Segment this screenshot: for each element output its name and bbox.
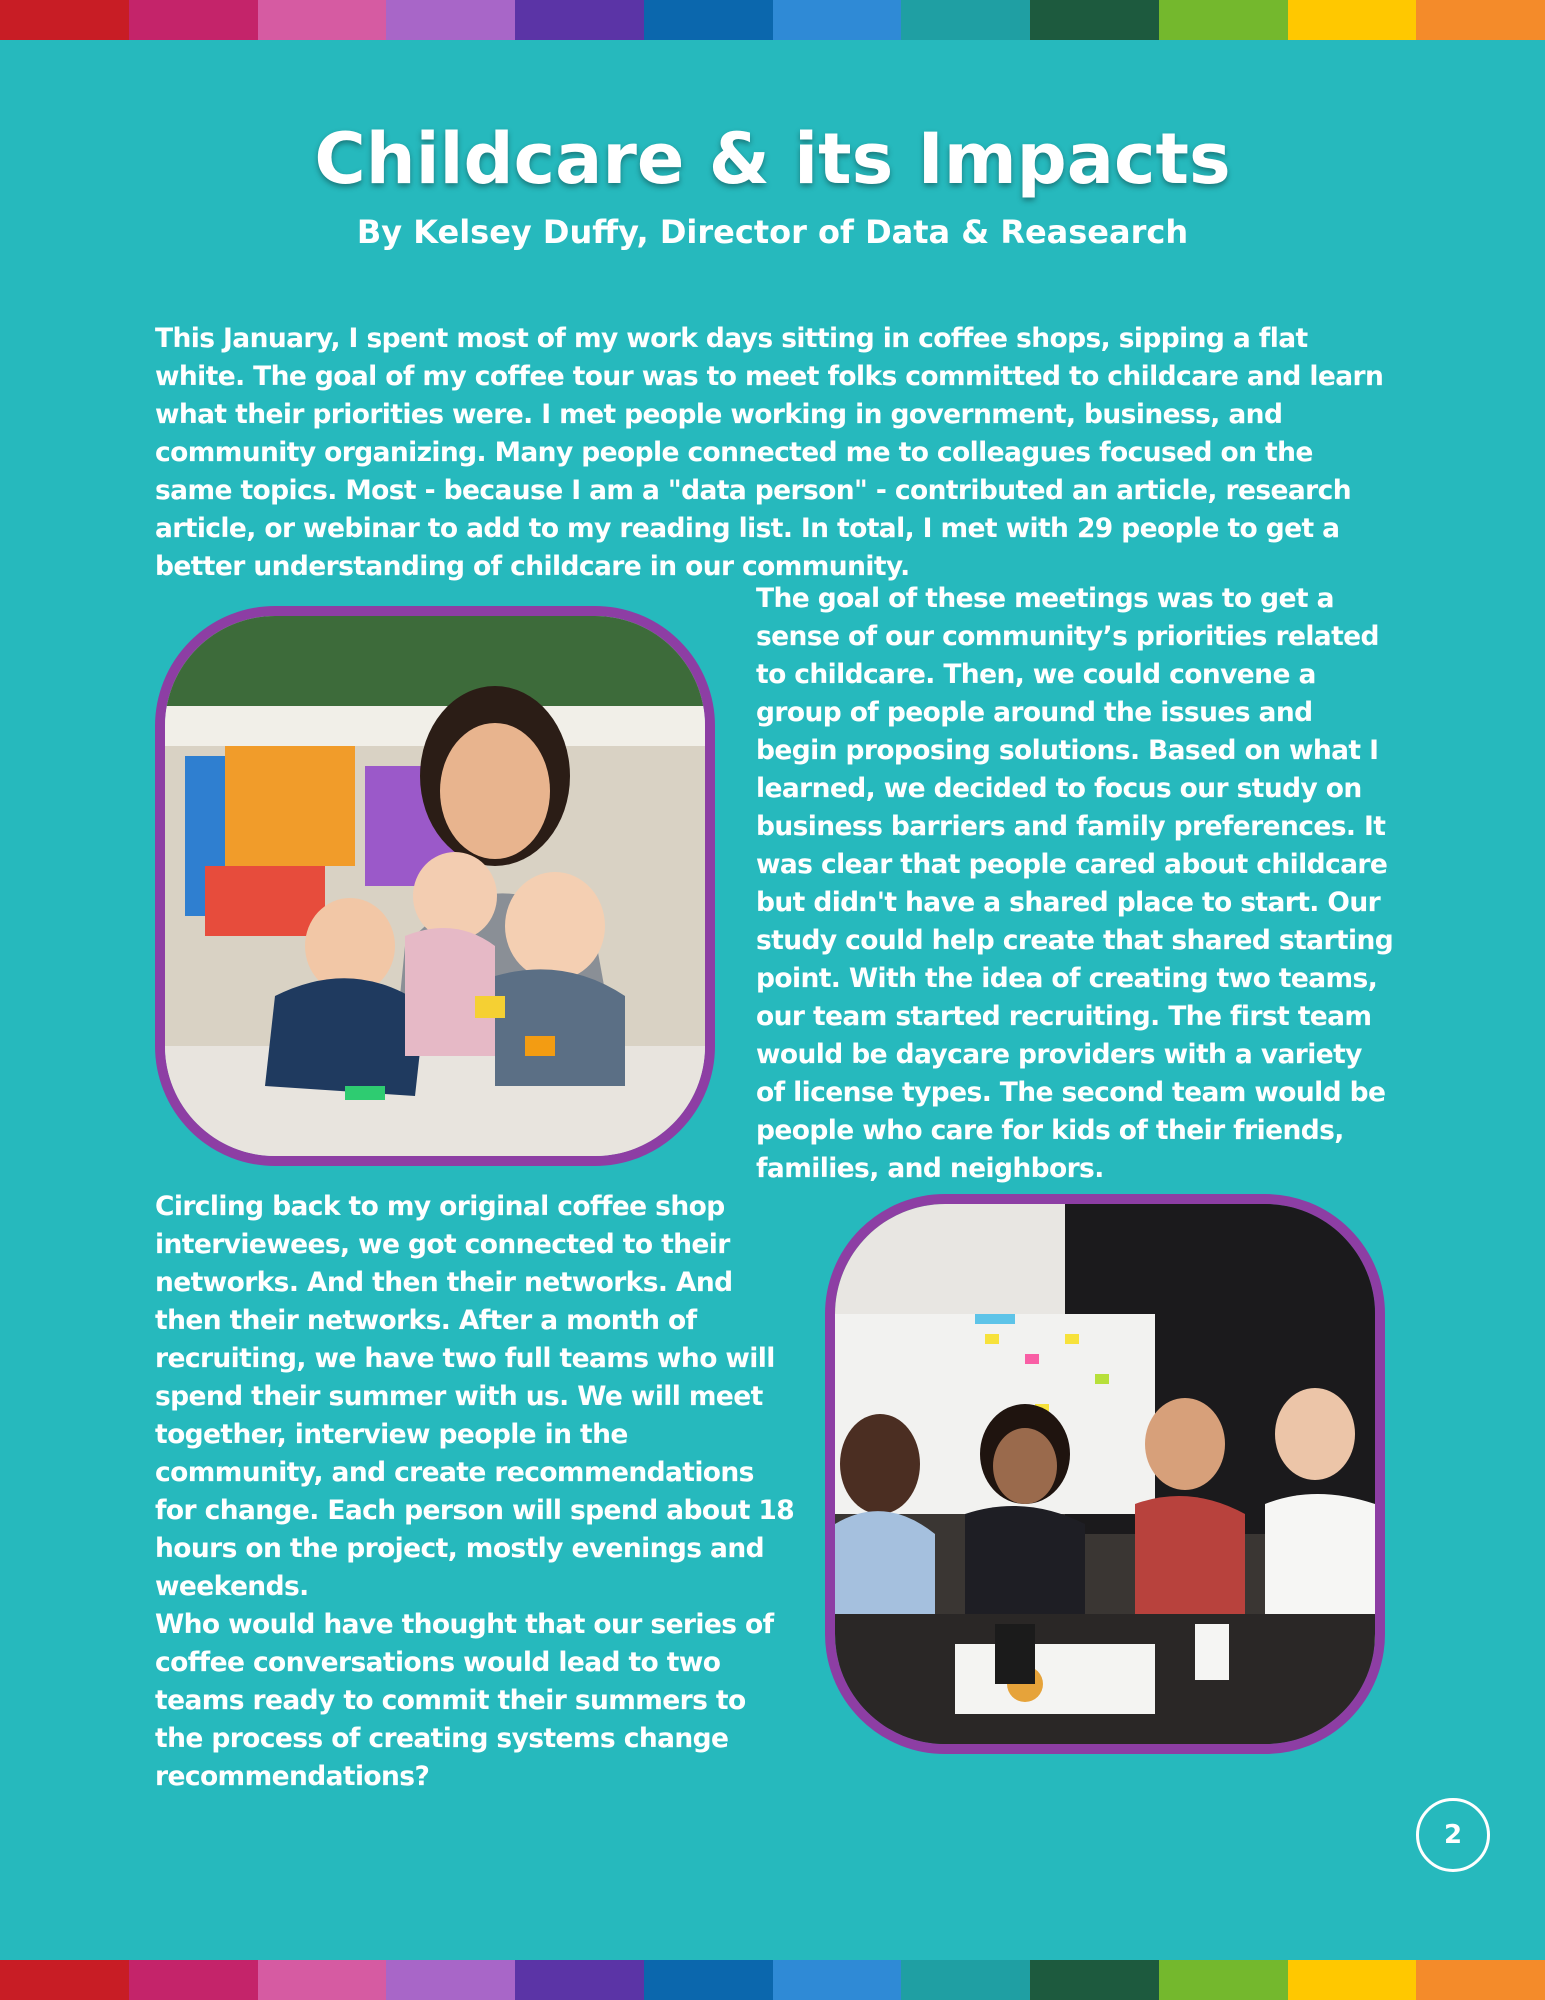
stripe-segment	[773, 0, 902, 40]
stripe-segment	[0, 1960, 129, 2000]
stripe-segment	[644, 0, 773, 40]
stripe-segment	[1030, 1960, 1159, 2000]
stripe-segment	[1030, 0, 1159, 40]
stripe-segment	[0, 0, 129, 40]
stripe-segment	[258, 1960, 387, 2000]
bottom-color-stripe	[0, 1960, 1545, 2000]
stripe-segment	[258, 0, 387, 40]
stripe-segment	[515, 0, 644, 40]
team-meeting-photo-illustration	[835, 1204, 1375, 1744]
stripe-segment	[773, 1960, 902, 2000]
recruiting-paragraph: Circling back to my original coffee shop interviewees, we got connected to their networks. And then their networks. And then their networks. After a month of recruiting, we have two full teams who will spend their summer with us. We will meet together, interview people in the community, and create recommendations for change. Each person will spend about 18 hours on the project, mostly evenings and weekends.	[155, 1191, 795, 1602]
stripe-segment	[386, 0, 515, 40]
stripe-segment	[1288, 1960, 1417, 2000]
stripe-segment	[1159, 0, 1288, 40]
stripe-segment	[129, 1960, 258, 2000]
stripe-segment	[901, 0, 1030, 40]
page-number: 2	[1416, 1798, 1490, 1872]
stripe-segment	[129, 0, 258, 40]
intro-paragraph: This January, I spent most of my work days sitting in coffee shops, sipping a flat white. The goal of my coffee tour was to meet folks committed to childcare and learn what their priorities were. I met people working in government, business, and community organizing. Many people connected me to colleagues focused on the same topics. Most - because I am a "data person" - contributed an article, research article, or webinar to add to my reading list. In total, I met with 29 people to get a better understanding of childcare in our community.	[155, 323, 1384, 582]
stripe-segment	[515, 1960, 644, 2000]
closing-paragraph: Who would have thought that our series of coffee conversations would lead to two teams ready to commit their summers to the process of creating systems change recommendations?	[155, 1609, 774, 1792]
top-color-stripe	[0, 0, 1545, 40]
stripe-segment	[1416, 0, 1545, 40]
stripe-segment	[901, 1960, 1030, 2000]
stripe-segment	[1288, 0, 1417, 40]
stripe-segment	[386, 1960, 515, 2000]
page-title: Childcare & its Impacts	[314, 118, 1231, 200]
childcare-photo	[155, 606, 715, 1166]
meetings-paragraph: The goal of these meetings was to get a sense of our community’s priorities related to childcare. Then, we could convene a group of people around the issues and begin proposing solutions. Based on what I learned, we decided to focus our study on business barriers and family preferences. It was clear that people cared about childcare but didn't have a shared place to start. Our study could help create that shared starting point. With the idea of creating two teams, our team started recruiting. The first team would be daycare providers with a variety of license types. The second team would be people who care for kids of their friends, families, and neighbors.	[756, 583, 1394, 1184]
stripe-segment	[1416, 1960, 1545, 2000]
team-meeting-photo	[825, 1194, 1385, 1754]
childcare-photo-illustration	[165, 616, 705, 1156]
stripe-segment	[644, 1960, 773, 2000]
stripe-segment	[1159, 1960, 1288, 2000]
author-byline: By Kelsey Duffy, Director of Data & Reasearch	[356, 213, 1189, 251]
